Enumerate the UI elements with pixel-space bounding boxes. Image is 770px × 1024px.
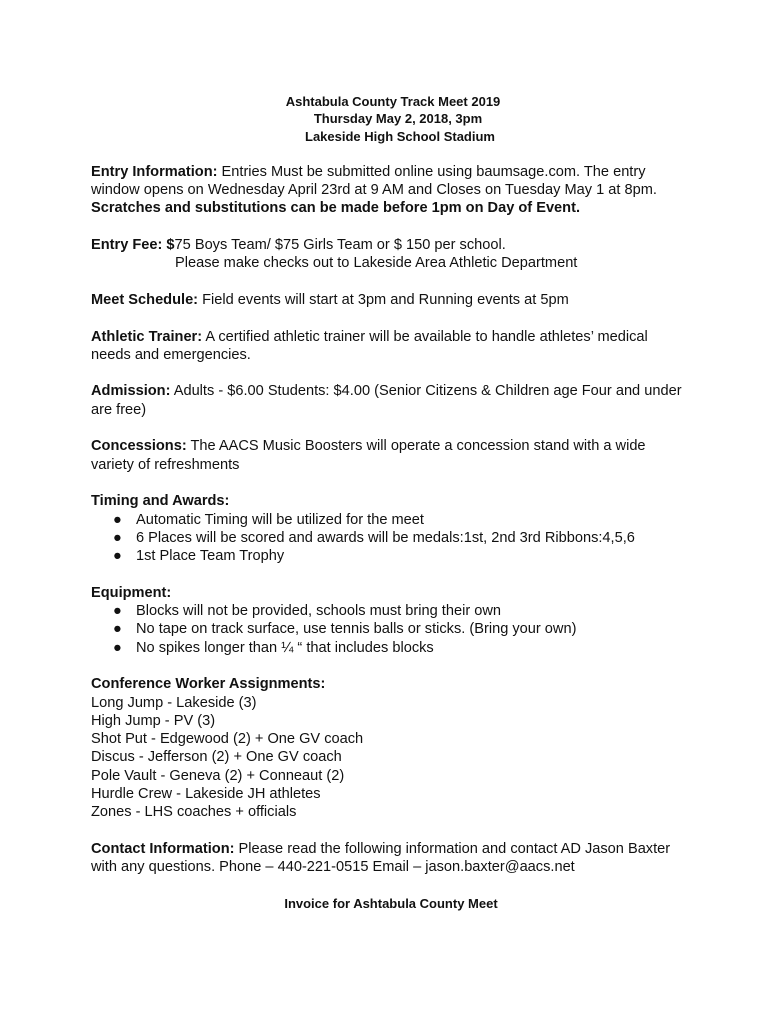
conference-workers-section (91, 675, 691, 821)
list-item: Zones - LHS coaches + officials (91, 804, 297, 821)
bullet-icon: ● (113, 603, 122, 620)
entry-fee-checks-note: Please make checks out to Lakeside Area Athletic Department (175, 255, 578, 272)
contact-text: Please read the following information and contact AD Jason Baxter with any questions. Phone – 440-221-0515 Email – jason.baxter@aacs.net (91, 840, 671, 876)
concessions-section (91, 437, 691, 474)
meet-title: Ashtabula County Track Meet 2019 (285, 94, 501, 109)
meet-date: Thursday May 2, 2018, 3pm (313, 111, 483, 127)
invoice-title: Invoice for Ashtabula County Meet (284, 895, 498, 911)
timing-awards-label: Timing and Awards: (91, 493, 230, 510)
admission-label: Admission: (91, 383, 171, 400)
list-item (91, 511, 691, 529)
list-item-text: No spikes longer than ¼ “ that includes blocks (136, 639, 434, 656)
list-item: Discus - Jefferson (2) + One GV coach (91, 749, 342, 766)
entry-fee-text: 75 Boys Team/ $75 Girls Team or $ 150 per school. (174, 237, 506, 254)
meet-venue: Lakeside High School Stadium (305, 128, 495, 144)
contact-section (91, 840, 691, 877)
entry-information-text: Entries Must be submitted online using baumsage.com. The entry window opens on Wednesday April 23rd at 9 AM and Closes on Tuesday May 1 at 8pm. (91, 163, 657, 199)
entry-information-section (91, 163, 691, 218)
list-item: Pole Vault - Geneva (2) + Conneaut (2) (91, 767, 345, 784)
list-item (91, 639, 691, 657)
list-item-text: Blocks will not be provided, schools must bring their own (136, 603, 502, 620)
document-header (91, 93, 691, 145)
list-item: Long Jump - Lakeside (3) (91, 694, 257, 711)
admission-text: Adults - $6.00 Students: $4.00 (Senior Citizens & Children age Four and under are free) (91, 383, 682, 418)
timing-awards-section (91, 492, 691, 565)
list-item: Hurdle Crew - Lakeside JH athletes (91, 785, 321, 802)
athletic-trainer-label: Athletic Trainer: (91, 328, 203, 345)
meet-schedule-label: Meet Schedule: (91, 291, 199, 308)
entry-fee-dollar: $ (162, 237, 175, 254)
contact-label: Contact Information: (91, 840, 235, 857)
entry-fee-section (91, 236, 691, 273)
equipment-section (91, 584, 691, 657)
entry-information-label: Entry Information: (91, 163, 218, 180)
concessions-label: Concessions: (91, 438, 187, 455)
entry-fee-label: Entry Fee: (91, 237, 163, 254)
athletic-trainer-text: A certified athletic trainer will be available to handle athletes’ medical needs and emergencies. (91, 328, 648, 363)
concessions-text: The AACS Music Boosters will operate a concession stand with a wide variety of refreshments (91, 438, 646, 473)
document-page (91, 93, 691, 912)
list-item (91, 529, 691, 547)
timing-awards-list (91, 511, 691, 566)
athletic-trainer-section (91, 328, 691, 365)
equipment-label: Equipment: (91, 584, 172, 601)
list-item-text: Automatic Timing will be utilized for the meet (136, 511, 424, 528)
list-item (91, 620, 691, 638)
list-item (91, 547, 691, 565)
scratches-note: Scratches and substitutions can be made before 1pm on Day of Event. (91, 200, 581, 217)
bullet-icon: ● (113, 639, 122, 656)
bullet-icon: ● (113, 529, 122, 546)
admission-section (91, 382, 691, 419)
list-item-text: 6 Places will be scored and awards will be medals:1st, 2nd 3rd Ribbons:4,5,6 (136, 529, 635, 546)
list-item: Shot Put - Edgewood (2) + One GV coach (91, 731, 364, 748)
bullet-icon: ● (113, 621, 122, 638)
list-item (91, 602, 691, 620)
equipment-list (91, 602, 691, 657)
meet-schedule-section (91, 291, 691, 309)
conference-workers-label: Conference Worker Assignments: (91, 676, 326, 693)
list-item-text: No tape on track surface, use tennis balls or sticks. (Bring your own) (136, 621, 577, 638)
meet-schedule-text: Field events will start at 3pm and Running events at 5pm (198, 291, 569, 308)
bullet-icon: ● (113, 511, 122, 528)
list-item: High Jump - PV (3) (91, 712, 216, 729)
list-item-text: 1st Place Team Trophy (136, 548, 285, 565)
bullet-icon: ● (113, 548, 122, 565)
